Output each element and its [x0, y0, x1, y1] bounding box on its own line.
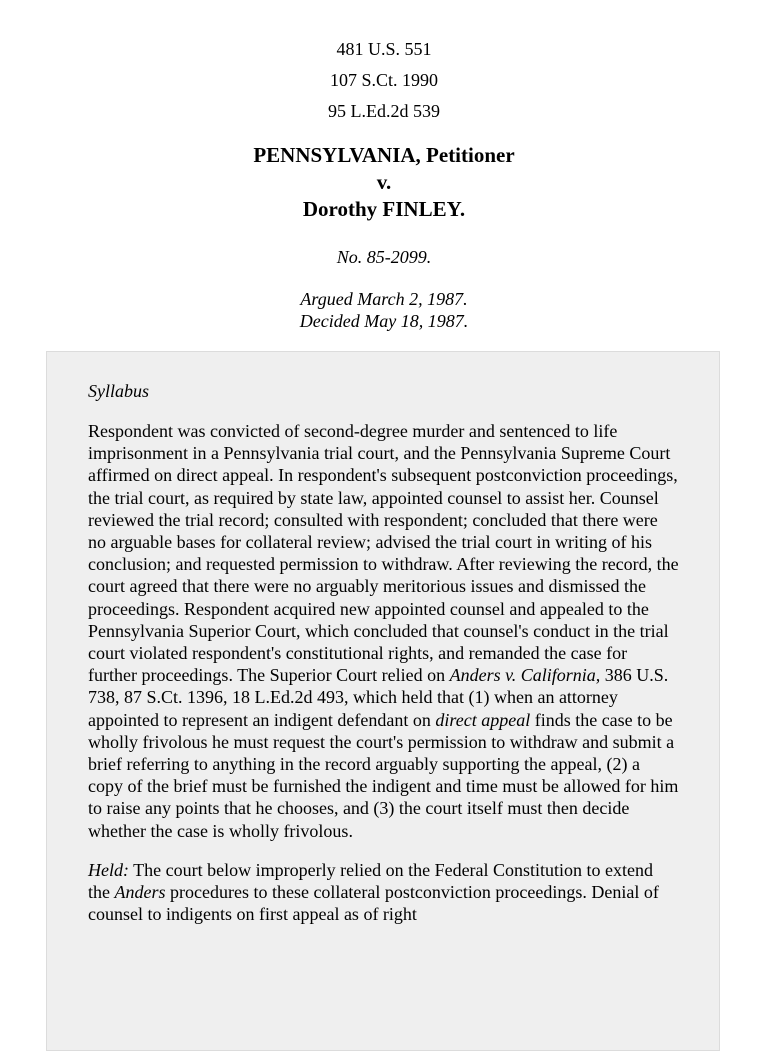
citation-lawyers-edition: 95 L.Ed.2d 539: [328, 101, 440, 121]
syllabus-text: Respondent was convicted of second-degree murder and sentenced to life imprisonment in a Pennsylvania trial court, and the Pennsylvania Supreme Court affirmed on direct appeal. In respondent's subsequent postconviction proceedings, the trial court, as required by state law, appointed counsel to assist her. Counsel reviewed the trial record; consulted with respondent; concluded that there were no arguable bases for collateral review; advised the trial court in writing of his conclusion; and requested permission to withdraw. After reviewing the record, the court agreed that there were no arguably meritorious issues and dismissed the proceedings. Respondent acquired new appointed counsel and appealed to the Pennsylvania Superior Court, which concluded that counsel's conduct in the trial court violated respondent's constitutional rights, and remanded the case for further proceedings. The Superior Court relied on: [88, 421, 679, 686]
citation-block: [0, 34, 768, 127]
respondent-name: Dorothy FINLEY.: [302, 197, 466, 221]
citation-supreme-court-reporter: 107 S.Ct. 1990: [329, 70, 439, 90]
emphasis-direct-appeal: direct appeal: [435, 709, 531, 730]
syllabus-heading: Syllabus: [88, 381, 149, 401]
syllabus-text: finds the case to be wholly frivolous he must request the court's permission to withdraw and submit a brief referring to anything in the record arguably supporting the appeal, (2) a copy of the brief must be furnished the indigent and time must be allowed for him to raise any points that he chooses, and (3) the court itself must then decide whether the case is wholly frivolous.: [88, 709, 679, 841]
petitioner-name: PENNSYLVANIA, Petitioner: [253, 143, 515, 167]
decided-date: Decided May 18, 1987.: [299, 311, 469, 331]
case-dates: [0, 288, 768, 332]
case-citation-anders: Anders v. California,: [449, 665, 601, 686]
case-name-anders: Anders: [114, 882, 166, 903]
syllabus-text: The court below improperly relied on the Federal Constitution to extend the: [88, 859, 654, 903]
citation-us-reports: 481 U.S. 551: [336, 39, 432, 59]
argued-date: Argued March 2, 1987.: [300, 289, 468, 309]
syllabus-paragraph-held: [88, 859, 679, 926]
syllabus-panel: [46, 351, 720, 1051]
held-label: Held:: [88, 859, 129, 880]
syllabus-text: procedures to these collateral postconviction proceedings. Denial of counsel to indigents on first appeal as of right: [88, 882, 659, 925]
syllabus-paragraph-facts: [88, 420, 679, 842]
case-caption: [0, 142, 768, 223]
versus-label: v.: [376, 170, 392, 194]
syllabus-text: 386 U.S. 738, 87 S.Ct. 1396, 18 L.Ed.2d 493, which held that (1) when an attorney appointed to represent an indigent defendant on: [88, 665, 669, 730]
docket-number: No. 85-2099.: [336, 247, 432, 267]
